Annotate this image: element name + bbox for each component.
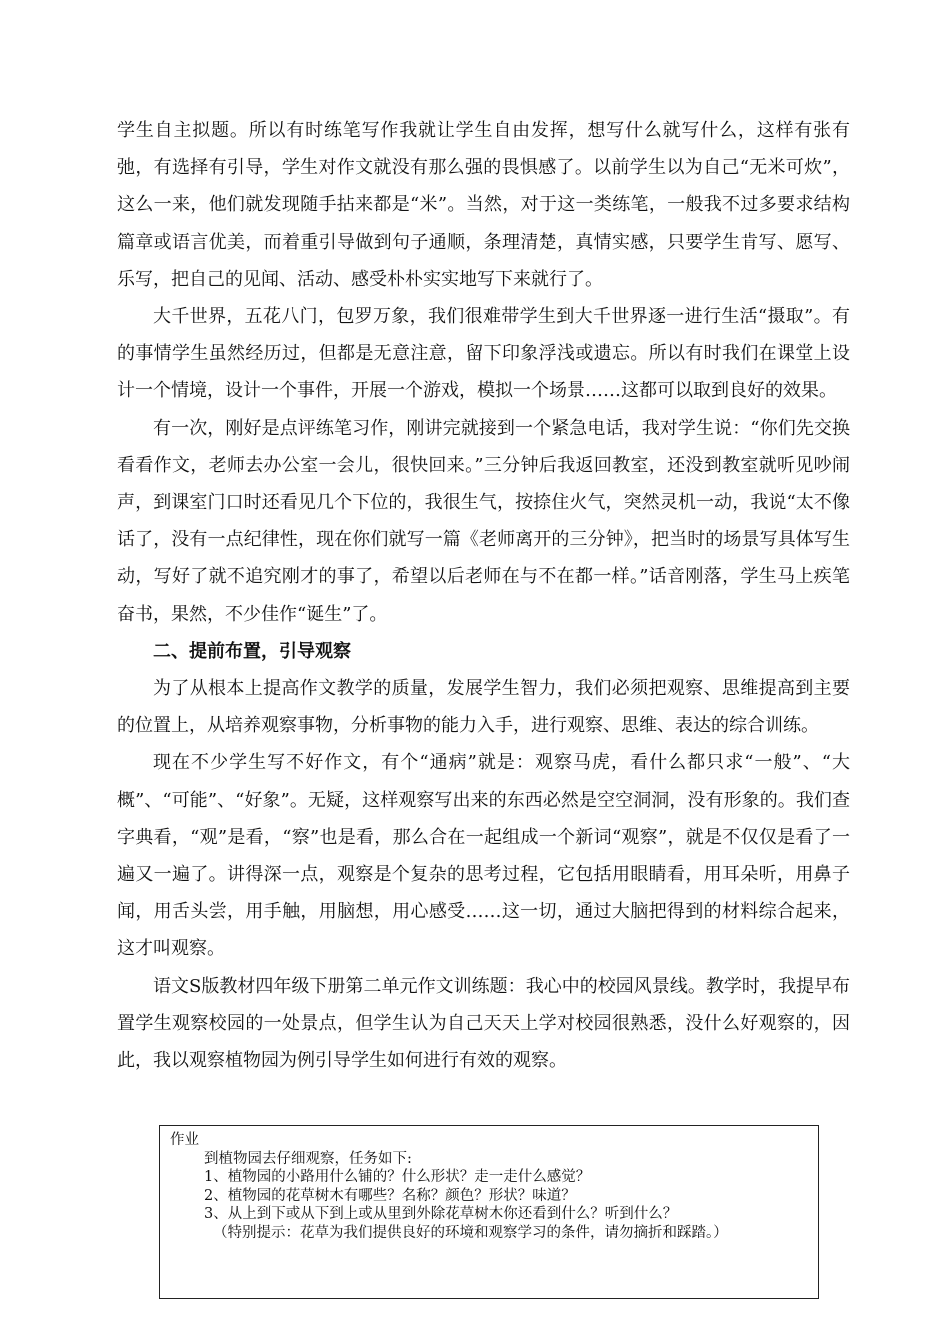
paragraph-3: 有一次，刚好是点评练笔习作，刚讲完就接到一个紧急电话，我对学生说：“你们先交换看看作文，老师去办公室一会儿，很快回来。”三分钟后我返回教室，还没到教室就听见吵闹声，到课室门口时还看见几个下位的，我很生气，按捺住火气，突然灵机一动，我说“太不像话了，没有一点纪律性，现在你们就写一篇《老师离开的三分钟》，把当时的场景写具体写生动，写好了就不追究刚才的事了，希望以后老师在与不在都一样。”话音刚落，学生马上疾笔奋书，果然，不少佳作“诞生”了。 [117,417,850,625]
paragraph-5: 现在不少学生写不好作文，有个“通病”就是：观察马虎，看什么都只求“一般”、“大概”、“可能”、“好象”。无疑，这样观察写出来的东西必然是空空洞洞，没有形象的。我们查字典看，“观”是看，“察”也是看，那么合在一起组成一个新词“观察”，就是不仅仅是看了一遍又一遍了。讲得深一点，观察是个复杂的思考过程，它包括用眼睛看，用耳朵听，用鼻子闻，用舌头尝，用手触，用脑想，用心感受……这一切，通过大脑把得到的材料综合起来，这才叫观察。 [117,752,850,960]
paragraph-2: 大千世界，五花八门，包罗万象，我们很难带学生到大千世界逐一进行生活“摄取”。有的事情学生虽然经历过，但都是无意注意，留下印象浮浅或遗忘。所以有时我们在课堂上设计一个情境，设计一个事件，开展一个游戏，模拟一个场景……这都可以取到良好的效果。 [117,306,850,402]
homework-box [159,1125,819,1299]
paragraph-6: 语文S版教材四年级下册第二单元作文训练题：我心中的校园风景线。教学时，我提早布置学生观察校园的一处景点，但学生认为自己天天上学对校园很熟悉，没什么好观察的，因此，我以观察植物园为例引导学生如何进行有效的观察。 [117,975,850,1072]
homework-task-3: 3、从上到下或从下到上或从里到外除花草树木你还看到什么？听到什么？ [204,1206,678,1222]
homework-title: 作业 [170,1132,199,1148]
paragraph-4: 为了从根本上提高作文教学的质量，发展学生智力，我们必须把观察、思维提高到主要的位置上，从培养观察事物，分析事物的能力入手，进行观察、思维、表达的综合训练。 [117,678,850,737]
document-body [117,112,850,1079]
homework-note: （特别提示：花草为我们提供良好的环境和观察学习的条件，请勿摘折和踩踏。） [213,1224,728,1241]
homework-task-2: 2、植物园的花草树木有哪些？名称？颜色？形状？味道？ [204,1187,576,1204]
section-heading: 二、提前布置，引导观察 [153,640,351,662]
homework-task-1: 1、植物园的小路用什么铺的？什么形状？走一走什么感觉？ [204,1169,591,1185]
paragraph-1: 学生自主拟题。所以有时练笔写作我就让学生自由发挥，想写什么就写什么，这样有张有弛，有选择有引导，学生对作文就没有那么强的畏惧感了。以前学生以为自己“无米可炊”，这么一来，他们就发现随手拈来都是“米”。当然，对于这一类练笔，一般我不过多要求结构篇章或语言优美，而着重引导做到句子通顺，条理清楚，真情实感，只要学生肯写、愿写、乐写，把自己的见闻、活动、感受朴朴实实地写下来就行了。 [117,120,850,290]
homework-intro: 到植物园去仔细观察，任务如下: [204,1150,412,1167]
